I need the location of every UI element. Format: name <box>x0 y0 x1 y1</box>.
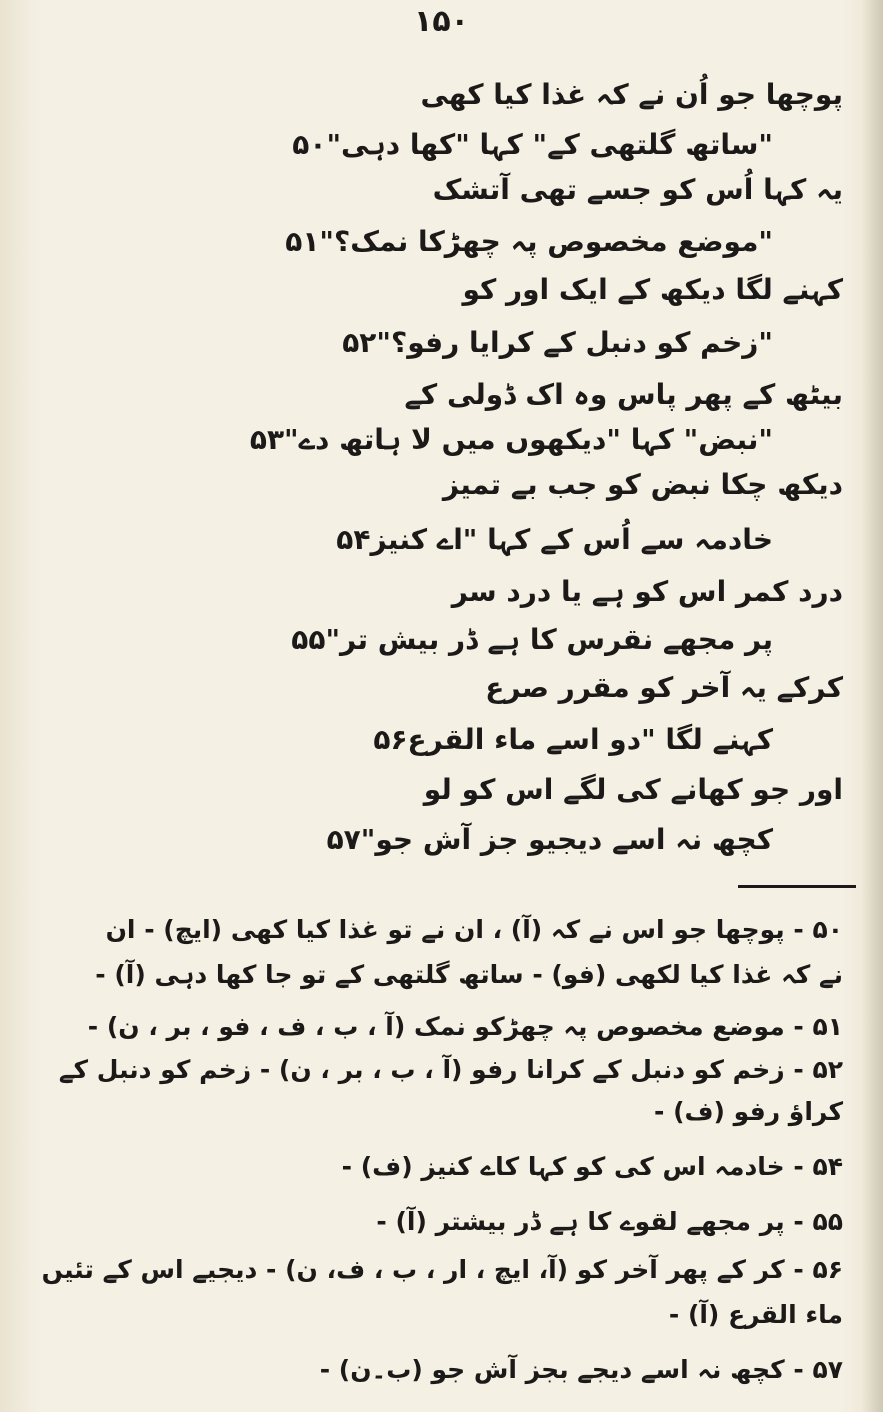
footnote-line: ماء القرع (آ) - <box>668 1300 843 1329</box>
verse-line: پر مجھے نقرس کا ہے ڈر بیش تر"۵۵ <box>291 623 773 656</box>
verse-line: اور جو کھانے کی لگے اس کو لو <box>423 773 843 806</box>
verse-line: کرکے یہ آخر کو مقرر صرع <box>485 671 843 704</box>
footnote-line: ۵۴ - خادمہ اس کی کو کہا کاے کنیز (ف) - <box>341 1152 843 1181</box>
verse-line: کچھ نہ اسے دیجیو جز آش جو"۵۷ <box>326 823 773 856</box>
page-edge-shadow <box>861 0 883 1412</box>
page-number: ۱۵۰ <box>414 4 469 39</box>
verse-line: درد کمر اس کو ہے یا درد سر <box>451 575 843 608</box>
verse-line: "ساتھ گلتھی کے" کہا "کھا دہی"۵۰ <box>292 128 773 161</box>
footnote-line: ۵۱ - موضع مخصوص پہ چھڑکو نمک (آ ، ب ، ف ، فو ، بر ، ن) - <box>87 1012 843 1041</box>
footnote-line: ۵۰ - پوچھا جو اس نے کہ (آ) ، ان نے تو غذا کیا کھی (ایچ) - ان <box>105 915 843 944</box>
verse-line: خادمہ سے اُس کے کہا "اے کنیز۵۴ <box>336 523 773 556</box>
verse-line: کہنے لگا "دو اسے ماء القرع۵۶ <box>373 723 773 756</box>
verse-line: پوچھا جو اُن نے کہ غذا کیا کھی <box>420 78 843 111</box>
verse-line: "نبض" کہا "دیکھوں میں لا ہاتھ دے"۵۳ <box>249 423 773 456</box>
verse-line: یہ کہا اُس کو جسے تھی آتشک <box>432 173 843 206</box>
footnote-line: ۵۷ - کچھ نہ اسے دیجے بجز آش جو (ب۔ن) - <box>319 1355 843 1384</box>
footnote-line: کراؤ رفو (ف) - <box>653 1097 843 1126</box>
footnote-line: نے کہ غذا کیا لکھی (فو) - ساتھ گلتھی کے تو جا کھا دہی (آ) - <box>95 960 843 989</box>
footnote-divider <box>738 885 856 888</box>
verse-line: بیٹھ کے پھر پاس وہ اک ڈولی کے <box>404 378 843 411</box>
footnote-line: ۵۶ - کر کے پھر آخر کو (آ، ایچ ، ار ، ب ، ف، ن) - دیجیے اس کے تئیں <box>41 1255 843 1284</box>
footnote-line: ۵۵ - پر مجھے لقوے کا ہے ڈر بیشتر (آ) - <box>376 1207 843 1236</box>
verse-line: دیکھ چکا نبض کو جب بے تمیز <box>442 468 843 501</box>
verse-line: "موضع مخصوص پہ چھڑکا نمک؟"۵۱ <box>285 225 773 258</box>
footnote-line: ۵۲ - زخم کو دنبل کے کرانا رفو (آ ، ب ، بر ، ن) - زخم کو دنبل کے <box>58 1055 843 1084</box>
verse-line: "زخم کو دنبل کے کرایا رفو؟"۵۲ <box>342 326 773 359</box>
verse-line: کہنے لگا دیکھ کے ایک اور کو <box>462 273 843 306</box>
